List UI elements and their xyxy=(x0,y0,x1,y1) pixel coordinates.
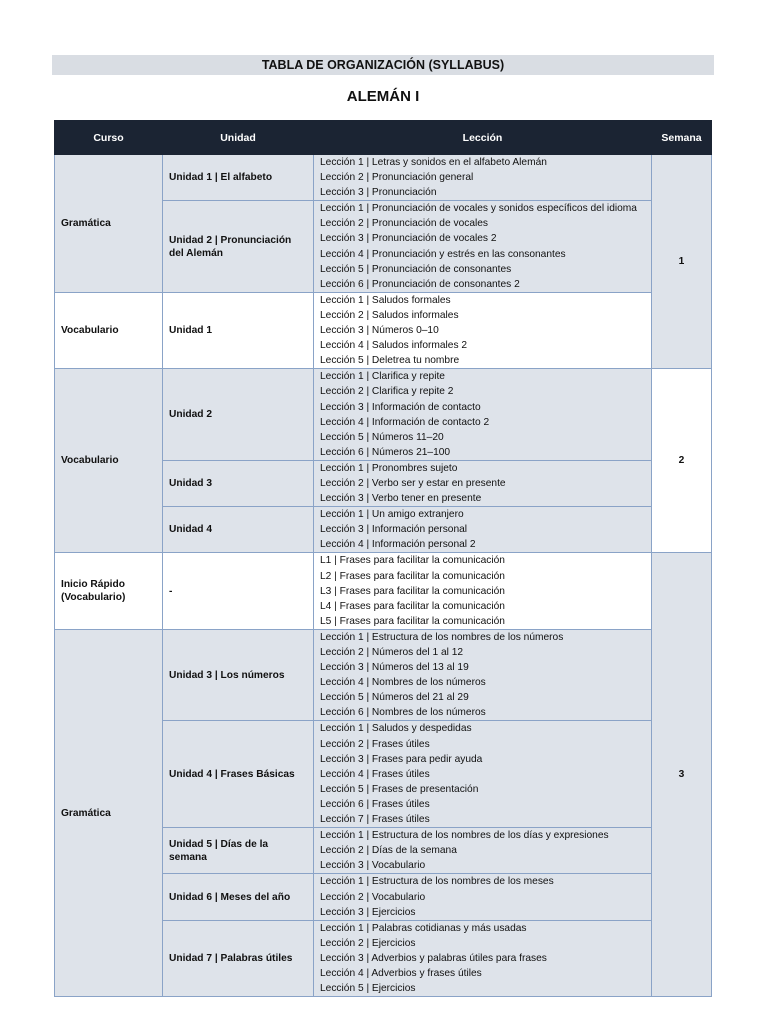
lecciones-cell xyxy=(314,629,652,721)
leccion-item: Lección 1 | Estructura de los nombres de los números xyxy=(320,631,564,643)
curso-cell: Vocabulario xyxy=(55,292,163,368)
leccion-item: L4 | Frases para facilitar la comunicación xyxy=(320,600,505,612)
leccion-item: Lección 3 | Ejercicios xyxy=(320,906,416,918)
unidad-cell: Unidad 3 | Los números xyxy=(163,629,314,721)
leccion-item: Lección 1 | Pronombres sujeto xyxy=(320,462,458,474)
unidad-cell: Unidad 4 xyxy=(163,507,314,553)
leccion-item: Lección 2 | Números del 1 al 12 xyxy=(320,647,464,658)
leccion-item: Lección 2 | Ejercicios xyxy=(320,937,416,949)
leccion-item: Lección 4 | Frases útiles xyxy=(320,768,430,780)
leccion-item: Lección 1 | Clarifica y repite xyxy=(320,371,445,383)
column-header-semana: Semana xyxy=(652,121,712,155)
leccion-item: Lección 2 | Frases útiles xyxy=(320,738,430,750)
table-row xyxy=(55,553,712,629)
leccion-item: Lección 1 | Pronunciación de vocales y sonidos específicos del idioma xyxy=(320,203,637,215)
unidad-cell: Unidad 4 | Frases Básicas xyxy=(163,721,314,828)
lecciones-cell xyxy=(314,828,652,874)
leccion-item: Lección 2 | Días de la semana xyxy=(320,845,457,857)
lecciones-cell xyxy=(314,460,652,506)
semana-cell: 1 xyxy=(652,155,712,369)
table-body xyxy=(55,155,712,997)
leccion-item: Lección 4 | Información personal 2 xyxy=(320,539,476,551)
lecciones-cell xyxy=(314,721,652,828)
leccion-item: Lección 3 | Pronunciación xyxy=(320,187,437,199)
table-row xyxy=(55,155,712,201)
leccion-item: Lección 3 | Verbo tener en presente xyxy=(320,493,482,505)
leccion-item: Lección 5 | Números 11–20 xyxy=(320,431,444,443)
course-title: ALEMÁN I xyxy=(346,88,420,105)
leccion-item: Lección 3 | Números 0–10 xyxy=(320,325,439,337)
curso-cell: Inicio Rápido (Vocabulario) xyxy=(55,553,163,629)
document-header: TABLA DE ORGANIZACIÓN (SYLLABUS) xyxy=(52,55,714,75)
syllabus-table xyxy=(54,120,712,997)
leccion-item: Lección 1 | Letras y sonidos en el alfabeto Alemán xyxy=(320,157,547,168)
leccion-item: Lección 6 | Nombres de los números xyxy=(320,707,486,719)
lecciones-cell xyxy=(314,201,652,293)
semana-cell: 2 xyxy=(652,369,712,553)
table-row xyxy=(55,629,712,721)
leccion-item: Lección 3 | Información personal xyxy=(320,524,468,536)
unidad-cell: Unidad 2 xyxy=(163,369,314,461)
curso-cell: Vocabulario xyxy=(55,369,163,553)
leccion-item: Lección 3 | Números del 13 al 19 xyxy=(320,662,469,674)
leccion-item: Lección 4 | Saludos informales 2 xyxy=(320,340,468,352)
curso-cell: Gramática xyxy=(55,155,163,293)
leccion-item: Lección 2 | Pronunciación general xyxy=(320,172,474,184)
leccion-item: Lección 3 | Adverbios y palabras útiles para frases xyxy=(320,952,547,964)
unidad-cell: Unidad 1 | El alfabeto xyxy=(163,155,314,201)
unidad-cell: Unidad 7 | Palabras útiles xyxy=(163,920,314,996)
lecciones-cell xyxy=(314,155,652,201)
column-header-leccion: Lección xyxy=(314,121,652,155)
leccion-item: Lección 7 | Frases útiles xyxy=(320,814,430,826)
leccion-item: Lección 5 | Números del 21 al 29 xyxy=(320,692,469,704)
leccion-item: Lección 4 | Adverbios y frases útiles xyxy=(320,967,482,979)
column-header-unidad: Unidad xyxy=(163,121,314,155)
leccion-item: Lección 4 | Pronunciación y estrés en las consonantes xyxy=(320,248,566,260)
unidad-cell: Unidad 6 | Meses del año xyxy=(163,874,314,920)
curso-cell: Gramática xyxy=(55,629,163,996)
leccion-item: Lección 4 | Nombres de los números xyxy=(320,677,486,689)
leccion-item: Lección 3 | Vocabulario xyxy=(320,860,426,872)
lecciones-cell xyxy=(314,292,652,368)
column-header-curso: Curso xyxy=(55,121,163,155)
leccion-item: Lección 5 | Ejercicios xyxy=(320,983,416,995)
leccion-item: Lección 6 | Frases útiles xyxy=(320,798,430,810)
leccion-item: Lección 2 | Saludos informales xyxy=(320,309,459,321)
lecciones-cell xyxy=(314,553,652,629)
unidad-cell: Unidad 1 xyxy=(163,292,314,368)
leccion-item: Lección 5 | Frases de presentación xyxy=(320,783,479,795)
lecciones-cell xyxy=(314,507,652,553)
leccion-item: L2 | Frases para facilitar la comunicación xyxy=(320,570,505,582)
unidad-cell: Unidad 5 | Días de la semana xyxy=(163,828,314,874)
leccion-item: L5 | Frases para facilitar la comunicación xyxy=(320,615,505,627)
unidad-cell: Unidad 3 xyxy=(163,460,314,506)
table-row xyxy=(55,369,712,461)
leccion-item: Lección 1 | Saludos y despedidas xyxy=(320,723,472,735)
unidad-cell: Unidad 2 | Pronunciación del Alemán xyxy=(163,201,314,293)
table-row xyxy=(55,292,712,368)
leccion-item: L1 | Frases para facilitar la comunicación xyxy=(320,555,505,567)
lecciones-cell xyxy=(314,874,652,920)
table-header xyxy=(55,121,712,155)
leccion-item: Lección 2 | Vocabulario xyxy=(320,891,426,903)
leccion-item: Lección 1 | Estructura de los nombres de los meses xyxy=(320,876,554,888)
leccion-item: Lección 1 | Saludos formales xyxy=(320,294,451,306)
leccion-item: Lección 4 | Información de contacto 2 xyxy=(320,416,490,428)
leccion-item: Lección 1 | Un amigo extranjero xyxy=(320,509,464,521)
lecciones-cell xyxy=(314,369,652,461)
leccion-item: Lección 2 | Verbo ser y estar en presente xyxy=(320,477,506,489)
leccion-item: Lección 6 | Pronunciación de consonantes 2 xyxy=(320,278,520,290)
lecciones-cell xyxy=(314,920,652,996)
leccion-item: Lección 3 | Pronunciación de vocales 2 xyxy=(320,233,497,245)
leccion-item: Lección 3 | Información de contacto xyxy=(320,401,481,413)
unidad-cell: - xyxy=(163,553,314,629)
leccion-item: Lección 1 | Estructura de los nombres de los días y expresiones xyxy=(320,830,609,842)
leccion-item: Lección 2 | Pronunciación de vocales xyxy=(320,218,489,230)
leccion-item: Lección 1 | Palabras cotidianas y más usadas xyxy=(320,922,527,934)
leccion-item: L3 | Frases para facilitar la comunicación xyxy=(320,585,505,597)
semana-cell: 3 xyxy=(652,553,712,997)
leccion-item: Lección 3 | Frases para pedir ayuda xyxy=(320,753,483,765)
leccion-item: Lección 6 | Números 21–100 xyxy=(320,446,451,458)
leccion-item: Lección 5 | Deletrea tu nombre xyxy=(320,355,460,367)
leccion-item: Lección 5 | Pronunciación de consonantes xyxy=(320,263,512,275)
leccion-item: Lección 2 | Clarifica y repite 2 xyxy=(320,386,454,398)
